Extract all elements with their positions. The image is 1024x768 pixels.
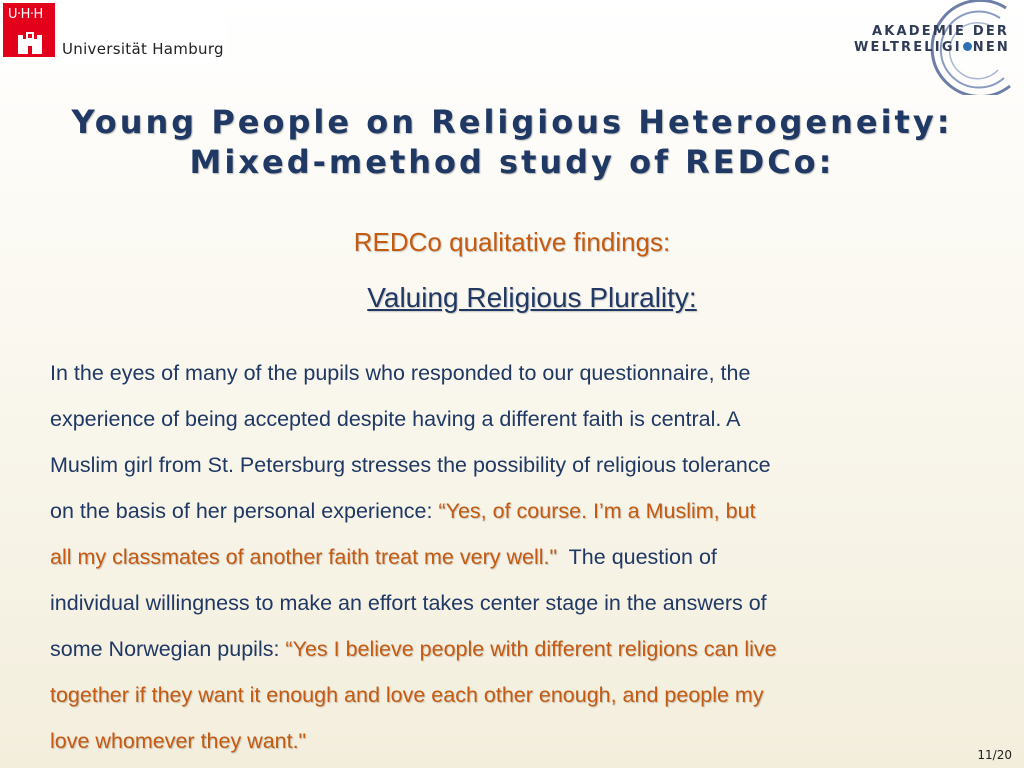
pupil-quote-norway-end: love whomever they want." [50, 729, 307, 753]
body-line: In the eyes of many of the pupils who responded to our questionnaire, the [50, 361, 751, 385]
akademie-line2-b: NEN [972, 40, 1010, 55]
globe-dot-icon [963, 42, 972, 51]
uhh-logo [0, 0, 226, 62]
body-line [50, 488, 1015, 534]
castle-icon [17, 29, 43, 55]
akademie-logo [844, 0, 1024, 95]
slide-subtitle [0, 227, 1024, 258]
slide-subtitle-text: REDCo qualitative findings: [353, 227, 671, 257]
body-text-segment: some Norwegian pupils: [50, 637, 286, 661]
uhh-name: Universität Hamburg [62, 40, 224, 58]
akademie-line2 [854, 40, 1010, 56]
akademie-line2-a: WELTRELIGI [854, 40, 962, 55]
body-line [50, 534, 1015, 580]
slide-title-line2: Mixed-method study of REDCo: [189, 143, 835, 181]
pupil-quote-norway-cont: together if they want it enough and love each other enough, and people my [50, 683, 764, 707]
uhh-logo-letters: U·H·H [8, 7, 43, 22]
page-number: 11/20 [977, 748, 1012, 762]
body-line: individual willingness to make an effort takes center stage in the answers of [50, 591, 767, 615]
body-line: Muslim girl from St. Petersburg stresses the possibility of religious tolerance [50, 453, 771, 477]
slide-subheading: Valuing Religious Plurality: [367, 282, 697, 313]
pupil-quote-russia-cont: all my classmates of another faith treat me very well." [50, 545, 558, 569]
uhh-logo-mark [3, 3, 55, 57]
slide-title-line1: Young People on Religious Heterogeneity: [71, 103, 953, 141]
pupil-quote-norway: “Yes I believe people with different religions can live [285, 637, 777, 661]
pupil-quote-russia: “Yes, of course. I’m a Muslim, but [438, 499, 756, 523]
body-text-segment: on the basis of her personal experience: [50, 499, 439, 523]
body-text-segment: The question of [557, 545, 717, 569]
akademie-line1: AKADEMIE DER [872, 24, 1010, 39]
body-line: experience of being accepted despite having a different faith is central. A [50, 407, 741, 431]
slide-title [0, 102, 1024, 182]
body-line [50, 626, 1015, 672]
body-paragraph [50, 350, 1015, 764]
akademie-text [854, 24, 1010, 56]
